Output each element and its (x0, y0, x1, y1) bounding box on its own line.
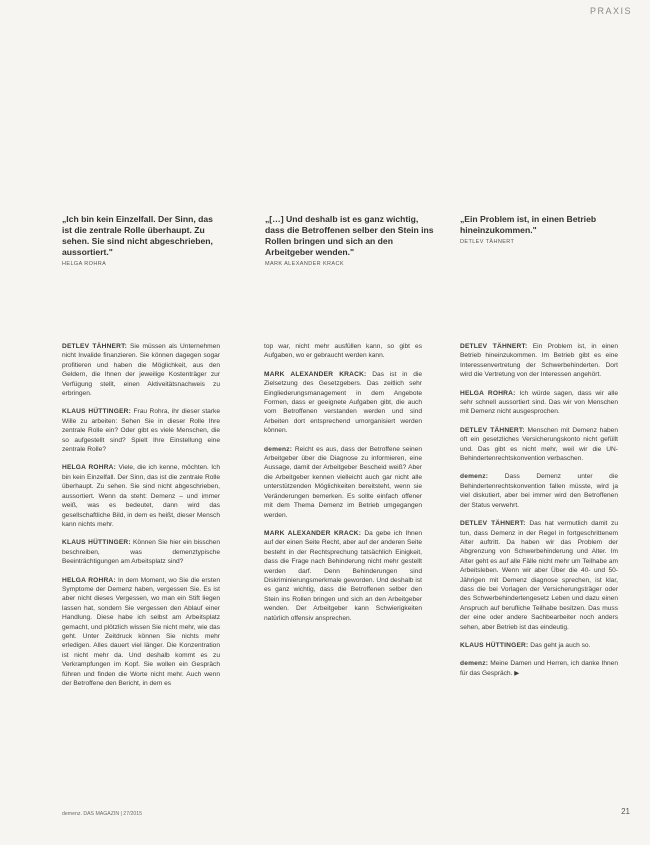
speaker: MARK ALEXANDER KRACK: (264, 370, 367, 378)
paragraph-text: Menschen mit Demenz haben oft ein gesetzliches Versicherungskonto nicht gefüllt und. Das gibt es nicht mehr, weil wir die UN-Behindertenrechtskonvention verbaschen. (460, 426, 618, 463)
speaker: HELGA ROHRA: (460, 389, 516, 397)
paragraph-text: Meine Damen und Herren, ich danke Ihnen für das Gespräch. ▶ (460, 660, 618, 677)
quote-author: DETLEV TÄHNERT (460, 239, 515, 245)
magazine-footer: demenz. DAS MAGAZIN | 27/2015 (62, 811, 143, 817)
paragraph (460, 519, 618, 632)
speaker: HELGA ROHRA: (62, 576, 116, 584)
paragraph (62, 538, 220, 566)
quote-text: „Ein Problem ist, in einen Betrieb hineinzukommen." (460, 214, 597, 235)
speaker: KLAUS HÜTTINGER: (460, 641, 529, 649)
quote-text: „[…] Und deshalb ist es ganz wichtig, dass die Betroffenen selber den Stein ins Rollen bringen und sich an den Arbeitgeber wenden." (265, 214, 434, 257)
speaker: DETLEV TÄHNERT: (460, 343, 528, 350)
speaker: demenz: (460, 660, 489, 668)
speaker: MARK ALEXANDER KRACK: (264, 529, 362, 537)
paragraph (264, 370, 422, 436)
paragraph (460, 641, 618, 650)
paragraph (460, 659, 618, 678)
paragraph (62, 576, 220, 689)
speaker: DETLEV TÄHNERT: (62, 343, 127, 350)
paragraph (460, 472, 618, 510)
paragraph-text: Ich würde sagen, dass wir alle sehr schnell aussortiert sind. Das wir von Menschen mit Demenz nicht ausgesprochen. (460, 389, 618, 416)
paragraph-text: Dass Demenz unter die Behindertenrechtskonvention fallen müsste, wird ja viel diskutiert, aber bei immer wird den Betroffenen der Status verwehrt. (460, 473, 618, 509)
paragraph-text: Sie müssen als Unternehmen nicht Invalide finanzieren. Sie können dagegen sogar profitieren und haben die Möglichkeit, aus den Geldern, die Ihnen der jeweilige Kostenträger zur Verfügung stellt, einen Aktiveitätsnachweis zu erbringen. (62, 343, 221, 398)
paragraph (264, 342, 422, 361)
paragraph-text: Können Sie hier ein bisschen beschreiben, was demenztypische Beeinträchtigungen am Arbeitsplatz sind? (62, 539, 220, 566)
quote-text: „Ich bin kein Einzelfall. Der Sinn, das ist die zentrale Rolle überhaupt. Zu sehen. Sie sind nicht abgeschrieben, aussortiert." (62, 214, 213, 257)
speaker: KLAUS HÜTTINGER: (62, 408, 132, 416)
speaker: KLAUS HÜTTINGER: (62, 539, 131, 547)
paragraph-text: Da gebe ich Ihnen auf der einen Seite Recht, aber auf der anderen Seite besteht in der Rechtsprechung tatsächlich Einigkeit, dass die Frage nach Behinderung nicht mehr gestellt werden darf. Denn Behinderungen sind Diskriminierungsmerkmale geworden. Und deshalb ist es ganz wichtig, dass die Betroffenen selber den Stein ins Rollen bringen und sich an den Arbeitgeber wenden. Der Arbeitgeber kann Schwierigkeiten natürlich offensiv ansprechen. (264, 529, 422, 622)
paragraph (62, 342, 220, 398)
quote-author: HELGA ROHRA (62, 261, 107, 267)
paragraph-text: top war, nicht mehr ausfüllen kann, so gibt es Aufgaben, wo er gebraucht werden kann. (264, 343, 422, 360)
speaker: demenz: (460, 473, 489, 481)
speaker: DETLEV TÄHNERT: (460, 426, 525, 434)
paragraph-text: Reicht es aus, dass der Betroffene seinen Arbeitgeber über die Diagnose zu informieren, eine Aussage, damit der Arbeitgeber Bescheid weiß? Aber die Arbeitgeber kennen vielleicht auch gar nicht alle unterstützenden Möglichkeiten bereitsteht, wenn sie Veränderungen bemerken. Es sollte einfach offener mit dem Thema Demenz im Betrieb umgegangen werden. (264, 445, 422, 519)
quote-author: MARK ALEXANDER KRACK (265, 261, 344, 267)
paragraph (460, 389, 618, 417)
paragraph-text: In dem Moment, wo Sie die ersten Symptome der Demenz haben, vergessen Sie. Es ist aber nicht dieses Vergessen, wo man ein Stift liegen lassen hat, sondern Sie vergessen den Ablauf einer Handlung. Diese habe ich selbst am Arbeitsplatz gemacht, und plötzlich wissen Sie nicht mehr, wie das geht. Unter Zeitdruck können Sie nichts mehr erledigen. Alles dauert viel länger. Die Konzentration ist nicht mehr da. Und deshalb kommt es zu Verkrampfungen im Kopf. Sie wollen ein Gespräch führen und finden die Worte nicht mehr. Auch wenn der Betroffene den Bericht, in dem es (62, 576, 220, 687)
section-label: PRAXIS (589, 6, 632, 16)
pull-quote (62, 214, 222, 267)
paragraph (460, 426, 618, 464)
pull-quote (460, 214, 620, 245)
pull-quotes (62, 214, 622, 284)
paragraph-text: Frau Rohra, ihr dieser starke Wille zu arbeiten: Sehen Sie in dieser Rolle Ihre zentrale Rolle ein? Oder gibt es viele Menschen, die so aufgestellt sind? Spielt Ihre Einstellung eine zentrale Rolle? (62, 408, 221, 454)
paragraph-text: Ein Problem ist, in einen Betrieb hineinzukommen. Im Betrieb gibt es eine Interessenvertretung der Schwerbehinderten. Dort wird die Vertretung von der Interessen angehört. (460, 343, 618, 379)
paragraph-text: Das hat vermutlich damit zu tun, dass Demenz in der Regel in fortgeschrittenem Alter auftritt. Da haben wir das Problem der Abgrenzung von Schwerbehinderung und Alter. Im Alter geht es auf alle Fälle nicht mehr um Teilhabe am Arbeitsleben. Wenn wir aber Über die 40- und 50-Jährigen mit Demenz diagnose sprechen, ist klar, dass die bei Vorlagen der Versicherungsträger oder des Schwerbehindertengesetz Leben und dazu einen Anspruch auf berufliche Teilhabe besitzen. Das muss der eine oder andere Sachbearbeiter noch anders sehen, aber Betrieb ist das eindeutig. (460, 520, 618, 631)
text-column (62, 342, 220, 697)
paragraph (62, 407, 220, 454)
text-column (460, 342, 618, 687)
paragraph (62, 463, 220, 529)
text-column (264, 342, 422, 632)
speaker: demenz: (264, 445, 293, 453)
speaker: DETLEV TÄHNERT: (460, 520, 526, 528)
speaker: HELGA ROHRA: (62, 464, 117, 472)
paragraph-text: Das ist in die Zielsetzung des Gesetzgebers. Das zeitlich sehr Eingliederungsmanagement in dem Angebote Formen, dass er geeignete Aufgaben gibt, die auch vom Betroffenen verstanden werden und sind Arbeiten dort entsprechend umorganisiert werden können. (264, 370, 422, 435)
paragraph (264, 445, 422, 520)
paragraph-text: Viele, die ich kenne, möchten. Ich bin kein Einzelfall. Der Sinn, das ist die zentrale Rolle überhaupt. Zu sehen. Sie sind nicht abgeschrieben, aussortiert. Wenn da steht: Demenz – und immer weiß, was es bedeutet, dann wird das gesellschaftliche Bild, in dem es heißt, dieser Mensch kann nichts mehr. (62, 464, 220, 528)
paragraph-text: Das geht ja auch so. (530, 641, 591, 649)
paragraph (460, 342, 618, 380)
paragraph (264, 529, 422, 623)
page-number: 21 (621, 807, 630, 816)
pull-quote (265, 214, 435, 267)
